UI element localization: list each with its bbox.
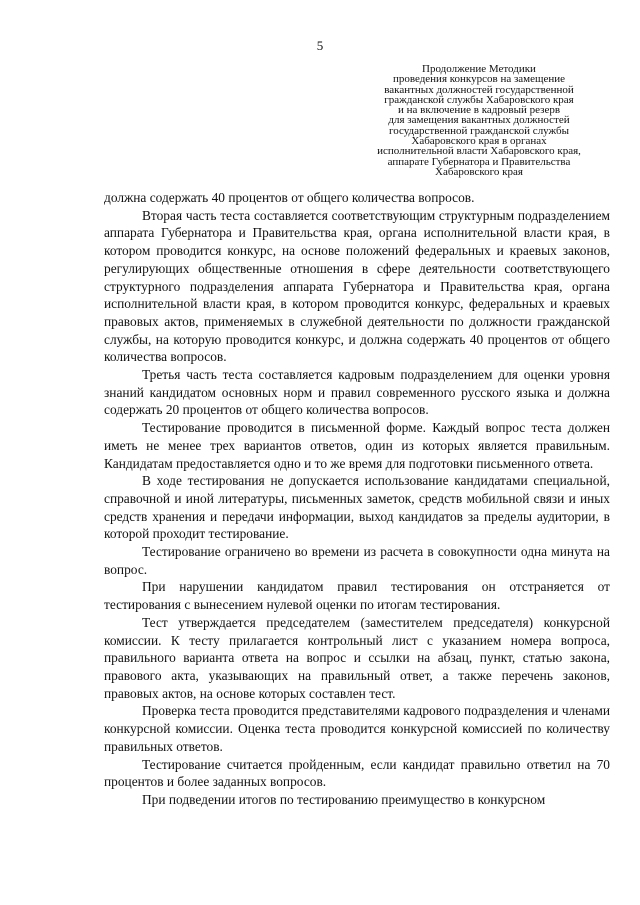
header-note-line: исполнительной власти Хабаровского края, <box>377 145 581 158</box>
paragraph: Тестирование проводится в письменной форме. Каждый вопрос теста должен иметь не менее трех вариантов ответов, один из которых является правильным. Кандидатам предоставляется одно и то же время для подготовки письменного ответа. <box>104 420 610 471</box>
header-note-line: Хабаровского края в органах <box>411 135 547 148</box>
paragraph: В ходе тестирования не допускается использование кандидатами специальной, справочной и иной литературы, письменных заметок, средств мобильной связи и иных средств хранения и передачи информации, выход кандидатов за пределы аудитории, в которой проходит тестирование. <box>104 473 610 542</box>
header-note-line: вакантных должностей государственной <box>384 83 574 96</box>
paragraph: При нарушении кандидатом правил тестирования он отстраняется от тестирования с вынесением нулевой оценки по итогам тестирования. <box>104 579 610 613</box>
header-note-line: проведения конкурсов на замещение <box>392 73 566 86</box>
paragraph: Тестирование ограничено во времени из расчета в совокупности одна минута на вопрос. <box>104 544 610 577</box>
header-note-line: для замещения вакантных должностей <box>388 114 570 127</box>
header-note-line: аппарате Губернатора и Правительства <box>387 155 571 168</box>
header-note <box>360 64 598 177</box>
header-note-line: Хабаровского края <box>435 165 523 178</box>
body-text <box>104 189 610 809</box>
paragraph: При подведении итогов по тестированию преимущество в конкурсном <box>142 791 546 807</box>
paragraph: должна содержать 40 процентов от общего количества вопросов. <box>104 190 475 205</box>
paragraph: Проверка теста проводится представителями кадрового подразделения и членами конкурсной комиссии. Оценка теста проводится конкурсной комиссией по количеству правильных ответов. <box>104 703 610 754</box>
paragraph: Тестирование считается пройденным, если кандидат правильно ответил на 70 процентов и более заданных вопросов. <box>104 756 610 790</box>
header-note-line: гражданской службы Хабаровского края <box>384 93 574 106</box>
header-note-line: и на включение в кадровый резерв <box>397 104 561 117</box>
page-number: 5 <box>316 38 324 53</box>
paragraph: Вторая часть теста составляется соответствующим структурным подразделением аппарата Губернатора и Правительства края, органа исполнительной власти края, в котором проводится конкурс, на основе положений федеральных и краевых законов, регулирующих общественные отношения в сфере деятельности соответствующего структурного подразделения аппарата Губернатора и Правительства края, органа исполнительной власти края, в котором проводится конкурс, федеральных и краевых правовых актов, применяемых в служебной деятельности по должности гражданской службы, на которую проводится конкурс, и должна содержать 40 процентов от общего количества вопросов. <box>104 207 610 365</box>
header-note-line: Продолжение Методики <box>422 63 536 75</box>
paragraph: Тест утверждается председателем (заместителем председателя) конкурсной комиссии. К тесту прилагается контрольный лист с указанием номера вопроса, правильного варианта ответа на вопрос и ссылки на абзац, пункт, статью закона, правового акта, указывающих на правильный ответ, а также перечень законов, правовых актов, на основе которых составлен тест. <box>104 614 610 701</box>
paragraph: Третья часть теста составляется кадровым подразделением для оценки уровня знаний кандидатом основных норм и правил современного русского языка и должна содержать 20 процентов от общего количества вопросов. <box>104 367 610 418</box>
header-note-line: государственной гражданской службы <box>389 124 569 137</box>
